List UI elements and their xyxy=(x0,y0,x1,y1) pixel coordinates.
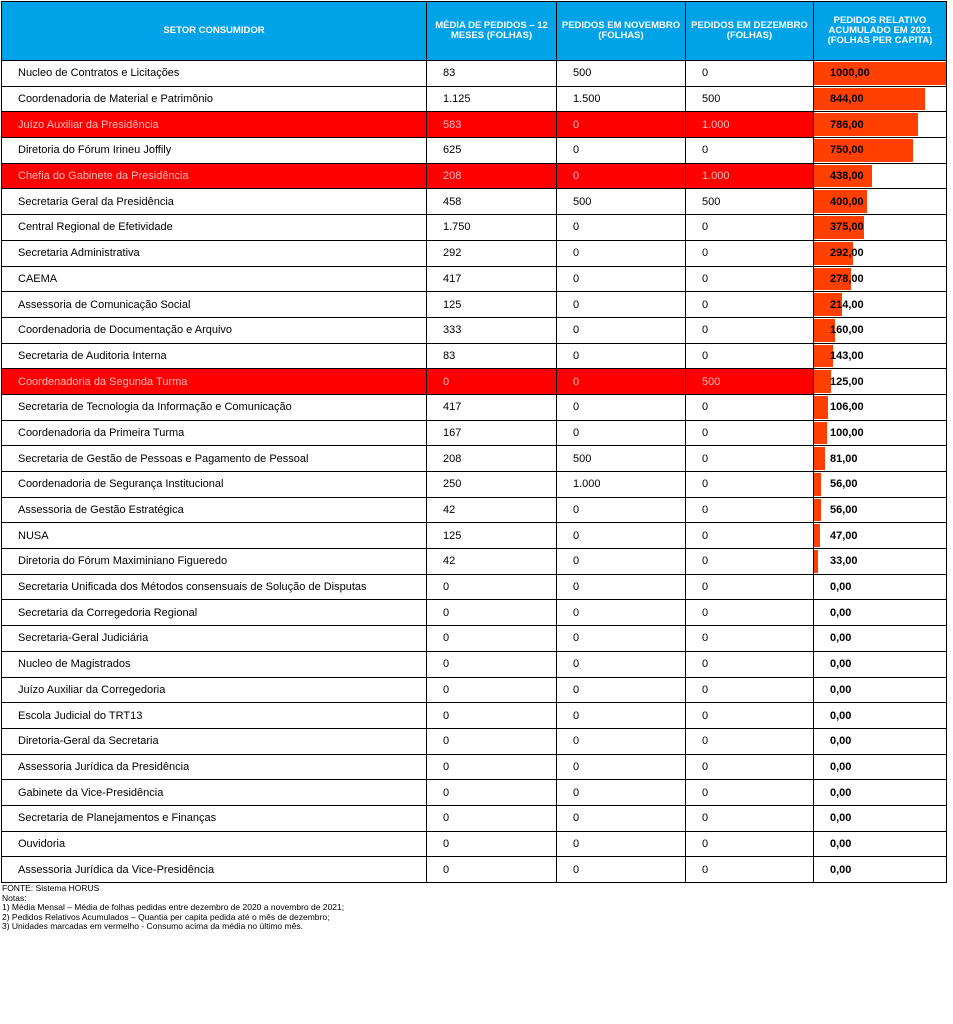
cell-novembro: 0 xyxy=(557,754,686,780)
relativo-value: 0,00 xyxy=(830,658,852,671)
cell-media: 0 xyxy=(427,780,557,806)
relativo-value: 81,00 xyxy=(830,452,858,465)
header-novembro: PEDIDOS EM NOVEMBRO (FOLHAS) xyxy=(557,2,686,61)
cell-setor: Secretaria Unificada dos Métodos consensuais de Solução de Disputas xyxy=(2,574,427,600)
relativo-value: 100,00 xyxy=(830,426,864,439)
cell-novembro: 0 xyxy=(557,549,686,575)
cell-relativo xyxy=(814,420,947,446)
cell-setor: Coordenadoria da Primeira Turma xyxy=(2,420,427,446)
relativo-value: 0,00 xyxy=(830,709,852,722)
cell-setor: Nucleo de Magistrados xyxy=(2,651,427,677)
cell-relativo xyxy=(814,805,947,831)
cell-novembro: 0 xyxy=(557,626,686,652)
cell-dezembro: 0 xyxy=(686,420,814,446)
table-row xyxy=(2,600,947,626)
cell-media: 83 xyxy=(427,61,557,87)
cell-novembro: 0 xyxy=(557,703,686,729)
cell-media: 0 xyxy=(427,831,557,857)
cell-novembro: 0 xyxy=(557,420,686,446)
cell-novembro: 0 xyxy=(557,523,686,549)
cell-media: 0 xyxy=(427,651,557,677)
cell-media: 42 xyxy=(427,497,557,523)
cell-media: 208 xyxy=(427,163,557,189)
cell-dezembro: 1.000 xyxy=(686,163,814,189)
relativo-value: 214,00 xyxy=(830,298,864,311)
cell-novembro: 0 xyxy=(557,292,686,318)
cell-setor: Assessoria de Gestão Estratégica xyxy=(2,497,427,523)
cell-setor: Escola Judicial do TRT13 xyxy=(2,703,427,729)
cell-media: 458 xyxy=(427,189,557,215)
cell-dezembro: 0 xyxy=(686,549,814,575)
table-row xyxy=(2,780,947,806)
table-row xyxy=(2,420,947,446)
cell-novembro: 0 xyxy=(557,574,686,600)
cell-setor: Assessoria de Comunicação Social xyxy=(2,292,427,318)
cell-media: 0 xyxy=(427,857,557,883)
cell-setor: NUSA xyxy=(2,523,427,549)
cell-setor: Secretaria Geral da Presidência xyxy=(2,189,427,215)
cell-novembro: 0 xyxy=(557,728,686,754)
table-row xyxy=(2,677,947,703)
cell-relativo xyxy=(814,626,947,652)
cell-media: 42 xyxy=(427,549,557,575)
cell-setor: Secretaria Administrativa xyxy=(2,240,427,266)
cell-novembro: 0 xyxy=(557,805,686,831)
table-row xyxy=(2,317,947,343)
cell-relativo xyxy=(814,292,947,318)
header-media: MÉDIA DE PEDIDOS – 12 MESES (FOLHAS) xyxy=(427,2,557,61)
table-row xyxy=(2,703,947,729)
cell-relativo xyxy=(814,728,947,754)
cell-dezembro: 0 xyxy=(686,831,814,857)
relativo-value: 750,00 xyxy=(830,144,864,157)
cell-dezembro: 0 xyxy=(686,651,814,677)
table-row xyxy=(2,523,947,549)
relativo-value: 278,00 xyxy=(830,272,864,285)
cell-dezembro: 0 xyxy=(686,394,814,420)
cell-dezembro: 0 xyxy=(686,446,814,472)
cell-media: 417 xyxy=(427,266,557,292)
cell-media: 0 xyxy=(427,677,557,703)
cell-dezembro: 0 xyxy=(686,497,814,523)
cell-dezembro: 0 xyxy=(686,472,814,498)
cell-relativo xyxy=(814,574,947,600)
cell-relativo xyxy=(814,369,947,395)
relativo-bar xyxy=(814,370,831,393)
cell-setor: CAEMA xyxy=(2,266,427,292)
relativo-value: 33,00 xyxy=(830,555,858,568)
cell-relativo xyxy=(814,703,947,729)
cell-relativo xyxy=(814,266,947,292)
cell-novembro: 0 xyxy=(557,831,686,857)
cell-setor: Gabinete da Vice-Presidência xyxy=(2,780,427,806)
cell-dezembro: 500 xyxy=(686,86,814,112)
cell-novembro: 0 xyxy=(557,600,686,626)
cell-relativo xyxy=(814,497,947,523)
relativo-value: 106,00 xyxy=(830,401,864,414)
cell-setor: Nucleo de Contratos e Licitações xyxy=(2,61,427,87)
cell-relativo xyxy=(814,677,947,703)
cell-dezembro: 0 xyxy=(686,292,814,318)
relativo-value: 1000,00 xyxy=(830,67,870,80)
cell-relativo xyxy=(814,780,947,806)
cell-novembro: 0 xyxy=(557,138,686,164)
consumption-table xyxy=(1,1,947,883)
table-row xyxy=(2,857,947,883)
cell-relativo xyxy=(814,857,947,883)
relativo-bar xyxy=(814,396,828,419)
cell-setor: Coordenadoria de Material e Patrimônio xyxy=(2,86,427,112)
table-body xyxy=(2,61,947,883)
cell-dezembro: 0 xyxy=(686,754,814,780)
footnote-3: 3) Unidades marcadas em vermelho - Consumo acima da média no último mês. xyxy=(2,921,303,931)
cell-novembro: 0 xyxy=(557,112,686,138)
cell-dezembro: 0 xyxy=(686,805,814,831)
relativo-bar xyxy=(814,499,821,522)
cell-setor: Ouvidoria xyxy=(2,831,427,857)
cell-relativo xyxy=(814,189,947,215)
cell-relativo xyxy=(814,343,947,369)
table-row xyxy=(2,369,947,395)
table-row xyxy=(2,343,947,369)
cell-relativo xyxy=(814,600,947,626)
table-row xyxy=(2,163,947,189)
cell-relativo xyxy=(814,472,947,498)
cell-media: 250 xyxy=(427,472,557,498)
relativo-value: 400,00 xyxy=(830,195,864,208)
table-row xyxy=(2,497,947,523)
cell-dezembro: 0 xyxy=(686,215,814,241)
cell-media: 167 xyxy=(427,420,557,446)
cell-media: 0 xyxy=(427,369,557,395)
table-row xyxy=(2,240,947,266)
cell-media: 208 xyxy=(427,446,557,472)
cell-novembro: 1.000 xyxy=(557,472,686,498)
relativo-value: 0,00 xyxy=(830,760,852,773)
cell-dezembro: 0 xyxy=(686,780,814,806)
relativo-bar xyxy=(814,524,820,547)
cell-novembro: 1.500 xyxy=(557,86,686,112)
relativo-value: 0,00 xyxy=(830,606,852,619)
cell-novembro: 0 xyxy=(557,857,686,883)
cell-relativo xyxy=(814,61,947,87)
table-row xyxy=(2,138,947,164)
table-row xyxy=(2,754,947,780)
cell-media: 625 xyxy=(427,138,557,164)
cell-setor: Assessoria Jurídica da Vice-Presidência xyxy=(2,857,427,883)
cell-setor: Diretoria-Geral da Secretaria xyxy=(2,728,427,754)
relativo-bar xyxy=(814,473,821,496)
cell-media: 125 xyxy=(427,523,557,549)
table-row xyxy=(2,292,947,318)
cell-dezembro: 0 xyxy=(686,677,814,703)
cell-media: 0 xyxy=(427,574,557,600)
cell-setor: Secretaria de Auditoria Interna xyxy=(2,343,427,369)
cell-relativo xyxy=(814,112,947,138)
cell-dezembro: 1.000 xyxy=(686,112,814,138)
cell-setor: Assessoria Jurídica da Presidência xyxy=(2,754,427,780)
table-row xyxy=(2,266,947,292)
cell-media: 292 xyxy=(427,240,557,266)
cell-novembro: 0 xyxy=(557,394,686,420)
cell-setor: Secretaria da Corregedoria Regional xyxy=(2,600,427,626)
relativo-bar xyxy=(814,447,825,470)
cell-relativo xyxy=(814,446,947,472)
cell-relativo xyxy=(814,240,947,266)
cell-media: 0 xyxy=(427,805,557,831)
cell-relativo xyxy=(814,523,947,549)
footnote-2: 2) Pedidos Relativos Acumulados – Quantia per capita pedida até o mês de dezembro; xyxy=(2,911,330,922)
table-row xyxy=(2,805,947,831)
cell-media: 1.125 xyxy=(427,86,557,112)
relativo-value: 438,00 xyxy=(830,170,864,183)
cell-media: 125 xyxy=(427,292,557,318)
cell-setor: Juízo Auxiliar da Presidência xyxy=(2,112,427,138)
cell-media: 417 xyxy=(427,394,557,420)
cell-novembro: 0 xyxy=(557,343,686,369)
relativo-value: 0,00 xyxy=(830,683,852,696)
cell-relativo xyxy=(814,651,947,677)
cell-relativo xyxy=(814,754,947,780)
cell-novembro: 0 xyxy=(557,163,686,189)
cell-dezembro: 0 xyxy=(686,703,814,729)
cell-setor: Chefia do Gabinete da Presidência xyxy=(2,163,427,189)
table-row xyxy=(2,549,947,575)
cell-media: 333 xyxy=(427,317,557,343)
cell-dezembro: 500 xyxy=(686,189,814,215)
cell-relativo xyxy=(814,831,947,857)
cell-relativo xyxy=(814,86,947,112)
cell-novembro: 0 xyxy=(557,369,686,395)
table-row xyxy=(2,831,947,857)
cell-relativo xyxy=(814,317,947,343)
cell-dezembro: 0 xyxy=(686,266,814,292)
cell-setor: Secretaria de Gestão de Pessoas e Pagamento de Pessoal xyxy=(2,446,427,472)
cell-novembro: 500 xyxy=(557,189,686,215)
cell-setor: Diretoria do Fórum Maximiniano Figueredo xyxy=(2,549,427,575)
cell-novembro: 0 xyxy=(557,780,686,806)
cell-media: 0 xyxy=(427,754,557,780)
cell-novembro: 0 xyxy=(557,215,686,241)
relativo-bar xyxy=(814,550,818,573)
cell-media: 0 xyxy=(427,626,557,652)
table-row xyxy=(2,574,947,600)
relativo-value: 0,00 xyxy=(830,837,852,850)
cell-novembro: 0 xyxy=(557,651,686,677)
relativo-value: 786,00 xyxy=(830,118,864,131)
cell-media: 83 xyxy=(427,343,557,369)
cell-setor: Central Regional de Efetividade xyxy=(2,215,427,241)
cell-relativo xyxy=(814,163,947,189)
relativo-value: 143,00 xyxy=(830,349,864,362)
relativo-value: 56,00 xyxy=(830,478,858,491)
table-row xyxy=(2,61,947,87)
relativo-value: 292,00 xyxy=(830,247,864,260)
cell-setor: Juízo Auxiliar da Corregedoria xyxy=(2,677,427,703)
cell-dezembro: 0 xyxy=(686,728,814,754)
table-row xyxy=(2,651,947,677)
header-setor: SETOR CONSUMIDOR xyxy=(2,2,427,61)
cell-setor: Diretoria do Fórum Irineu Joffily xyxy=(2,138,427,164)
cell-dezembro: 500 xyxy=(686,369,814,395)
cell-dezembro: 0 xyxy=(686,240,814,266)
table-row xyxy=(2,472,947,498)
footnote-source: FONTE: Sistema HORUS xyxy=(2,883,100,893)
cell-novembro: 0 xyxy=(557,317,686,343)
cell-media: 583 xyxy=(427,112,557,138)
relativo-value: 125,00 xyxy=(830,375,864,388)
table-row xyxy=(2,446,947,472)
cell-relativo xyxy=(814,215,947,241)
cell-dezembro: 0 xyxy=(686,600,814,626)
cell-setor: Secretaria de Tecnologia da Informação e Comunicação xyxy=(2,394,427,420)
cell-novembro: 0 xyxy=(557,266,686,292)
relativo-value: 47,00 xyxy=(830,529,858,542)
table-row xyxy=(2,112,947,138)
footnotes xyxy=(2,884,344,932)
cell-relativo xyxy=(814,549,947,575)
cell-dezembro: 0 xyxy=(686,61,814,87)
cell-novembro: 500 xyxy=(557,61,686,87)
relativo-value: 0,00 xyxy=(830,632,852,645)
relativo-value: 56,00 xyxy=(830,504,858,517)
cell-media: 1.750 xyxy=(427,215,557,241)
relativo-value: 160,00 xyxy=(830,324,864,337)
cell-setor: Secretaria-Geral Judiciária xyxy=(2,626,427,652)
cell-setor: Coordenadoria de Segurança Institucional xyxy=(2,472,427,498)
cell-media: 0 xyxy=(427,728,557,754)
cell-novembro: 0 xyxy=(557,497,686,523)
cell-dezembro: 0 xyxy=(686,626,814,652)
table-row xyxy=(2,86,947,112)
relativo-bar xyxy=(814,422,827,445)
cell-dezembro: 0 xyxy=(686,343,814,369)
header-dezembro: PEDIDOS EM DEZEMBRO (FOLHAS) xyxy=(686,2,814,61)
cell-relativo xyxy=(814,394,947,420)
relativo-value: 0,00 xyxy=(830,735,852,748)
relativo-value: 0,00 xyxy=(830,786,852,799)
cell-dezembro: 0 xyxy=(686,138,814,164)
cell-novembro: 0 xyxy=(557,240,686,266)
cell-dezembro: 0 xyxy=(686,317,814,343)
table-row xyxy=(2,728,947,754)
relativo-value: 0,00 xyxy=(830,812,852,825)
cell-dezembro: 0 xyxy=(686,523,814,549)
cell-dezembro: 0 xyxy=(686,574,814,600)
relativo-value: 0,00 xyxy=(830,581,852,594)
cell-novembro: 0 xyxy=(557,677,686,703)
table-row xyxy=(2,215,947,241)
table-row xyxy=(2,626,947,652)
cell-setor: Coordenadoria da Segunda Turma xyxy=(2,369,427,395)
table-header-row xyxy=(2,2,947,61)
footnote-1: 1) Média Mensal – Média de folhas pedidas entre dezembro de 2020 a novembro de 2021; xyxy=(2,902,345,912)
cell-novembro: 500 xyxy=(557,446,686,472)
relativo-value: 844,00 xyxy=(830,93,864,106)
cell-dezembro: 0 xyxy=(686,857,814,883)
header-relativo: PEDIDOS RELATIVO ACUMULADO EM 2021 (FOLHAS PER CAPITA) xyxy=(814,2,947,61)
relativo-value: 0,00 xyxy=(830,863,852,876)
footnote-heading: Notas: xyxy=(2,892,27,903)
cell-media: 0 xyxy=(427,703,557,729)
table-row xyxy=(2,394,947,420)
cell-relativo xyxy=(814,138,947,164)
cell-media: 0 xyxy=(427,600,557,626)
cell-setor: Coordenadoria de Documentação e Arquivo xyxy=(2,317,427,343)
cell-setor: Secretaria de Planejamentos e Finanças xyxy=(2,805,427,831)
relativo-value: 375,00 xyxy=(830,221,864,234)
table-row xyxy=(2,189,947,215)
